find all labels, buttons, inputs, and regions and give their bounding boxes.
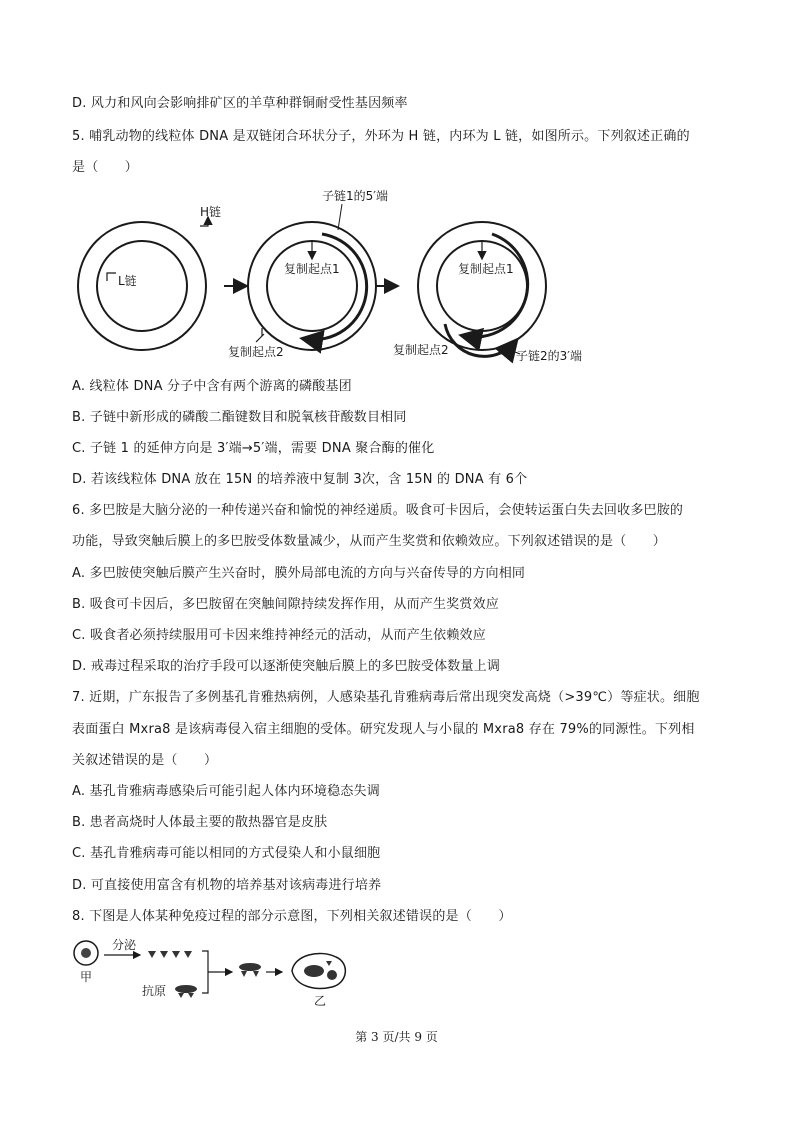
mtdna-circle-3 <box>393 222 582 363</box>
question-7-stem: 7. 近期，广东报告了多例基孔肯雅热病例，人感染基孔肯雅病毒后常出现突发高烧（>39℃）等症状。细胞 <box>72 690 700 705</box>
option-5c: C. 子链 1 的延伸方向是 3′端→5′端，需要 DNA 聚合酶的催化 <box>72 441 435 456</box>
origin-1-label: 复制起点1 <box>284 262 340 276</box>
question-6-stem-cont: 功能，导致突触后膜上的多巴胺受体数量减少，从而产生奖赏和依赖效应。下列叙述错误的是（ ） <box>72 534 667 549</box>
antigen-label: 抗原 <box>142 984 167 998</box>
antigen-antibody-complex-icon <box>239 963 261 977</box>
question-8-stem: 8. 下图是人体某种免疫过程的部分示意图，下列相关叙述错误的是（ ） <box>72 909 512 924</box>
option-5a: A. 线粒体 DNA 分子中含有两个游离的磷酸基团 <box>72 379 352 394</box>
option-6a: A. 多巴胺使突触后膜产生兴奋时，膜外局部电流的方向与兴奋传导的方向相同 <box>72 566 526 581</box>
antibody-icons <box>148 951 192 958</box>
option-7c: C. 基孔肯雅病毒可能以相同的方式侵染人和小鼠细胞 <box>72 846 381 861</box>
option-6c: C. 吸食者必须持续服用可卡因来维持神经元的活动，从而产生依赖效应 <box>72 628 486 643</box>
page-footer: 第 3 页/共 9 页 <box>355 1030 438 1044</box>
yi-label: 乙 <box>314 994 327 1008</box>
option-7a: A. 基孔肯雅病毒感染后可能引起人体内环境稳态失调 <box>72 784 380 799</box>
immune-process-figure <box>70 935 360 1009</box>
phagocyte-yi-icon <box>292 953 345 988</box>
mtdna-circle-1 <box>78 205 221 350</box>
option-4d: D. 风力和风向会影响排矿区的羊草种群铜耐受性基因频率 <box>72 96 408 111</box>
l-chain-label: L链 <box>118 274 137 288</box>
option-7b: B. 患者高烧时人体最主要的散热器官是皮肤 <box>72 815 328 830</box>
option-7d: D. 可直接使用富含有机物的培养基对该病毒进行培养 <box>72 878 382 893</box>
question-5-stem: 5. 哺乳动物的线粒体 DNA 是双链闭合环状分子，外环为 H 链，内环为 L 链，如图所示。下列叙述正确的 <box>72 129 690 144</box>
option-5b: B. 子链中新形成的磷酸二酯键数目和脱氧核苷酸数目相同 <box>72 410 407 425</box>
h-chain-label: H链 <box>200 205 222 219</box>
question-5-stem-cont: 是（ ） <box>72 160 139 175</box>
origin-2-label-b: 复制起点2 <box>393 343 449 357</box>
origin-2-label-a: 复制起点2 <box>228 345 284 359</box>
question-7-stem-cont: 表面蛋白 Mxra8 是该病毒侵入宿主细胞的受体。研究发现人与小鼠的 Mxra8 存在 79%的同源性。下列相 <box>72 722 695 737</box>
secrete-label: 分泌 <box>112 938 137 952</box>
mtdna-circle-2 <box>228 188 388 359</box>
option-6b: B. 吸食可卡因后，多巴胺留在突触间隙持续发挥作用，从而产生奖赏效应 <box>72 597 499 612</box>
question-7-stem-cont2: 关叙述错误的是（ ） <box>72 753 218 768</box>
question-6-stem: 6. 多巴胺是大脑分泌的一种传递兴奋和愉悦的神经递质。吸食可卡因后，会使转运蛋白失去回收多巴胺的 <box>72 503 684 518</box>
cell-jia-icon <box>74 941 98 965</box>
jia-label: 甲 <box>80 970 93 984</box>
origin-1-label-b: 复制起点1 <box>458 262 514 276</box>
mtdna-replication-figure <box>60 186 640 368</box>
daughter1-end-label: 子链1的5′端 <box>322 189 388 203</box>
daughter2-end-label: 子链2的3′端 <box>516 349 582 363</box>
antigen-icon <box>175 985 197 998</box>
option-6d: D. 戒毒过程采取的治疗手段可以逐渐使突触后膜上的多巴胺受体数量上调 <box>72 659 501 674</box>
option-5d: D. 若该线粒体 DNA 放在 15N 的培养液中复制 3次，含 15N 的 DNA 有 6个 <box>72 472 528 487</box>
